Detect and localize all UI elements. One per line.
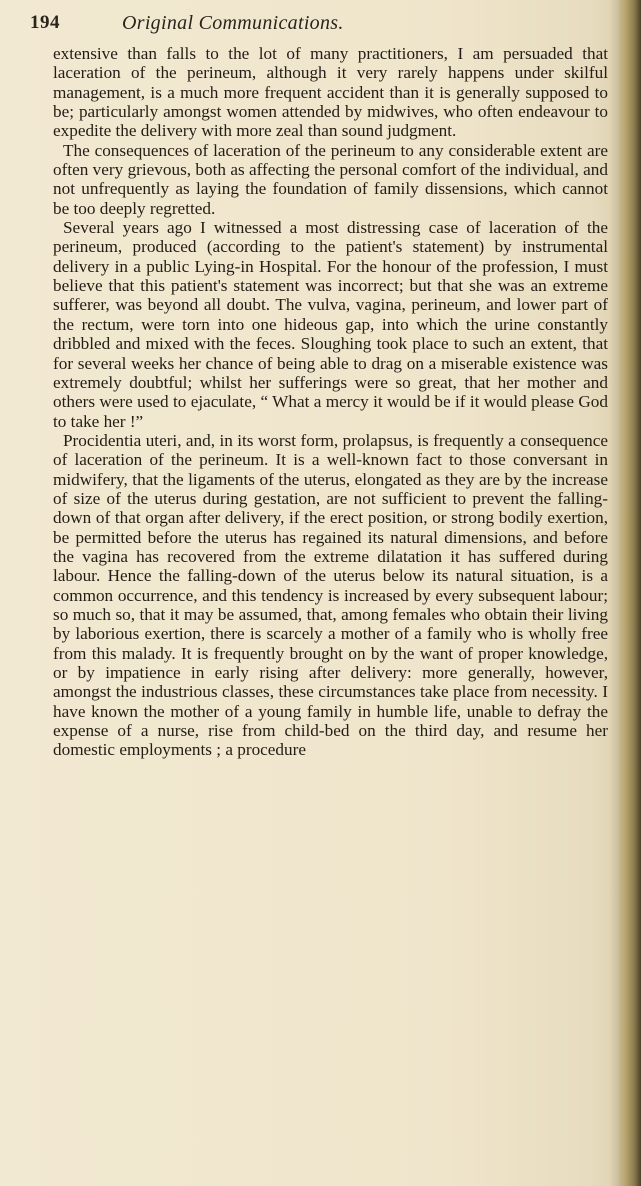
adjacent-page-edge — [619, 0, 641, 1186]
paragraph-consequences: The consequences of laceration of the perineum to any considerable extent are often very grievous, both as affecting the personal comfort of the individual, and not unfrequently as laying the foundation of family dissensions, which cannot be too deeply regretted. — [53, 140, 608, 218]
body-text — [53, 44, 608, 760]
paragraph-case-report: Several years ago I witnessed a most distressing case of laceration of the perineum, produced (according to the patient's statement) by instrumental delivery in a public Lying-in Hospital. For the honour of the profession, I must believe that this patient's statement was incorrect; but that she was an extreme sufferer, was beyond all doubt. The vulva, vagina, perineum, and lower part of the rectum, were torn into one hideous gap, into which the urine constantly dribbled and mixed with the feces. Sloughing took place to such an extent, that for several weeks her chance of being able to drag on a miserable existence was extremely doubtful; whilst her sufferings were so great, that her mother and others were used to ejaculate, “ What a mercy it would be if it would please God to take her !” — [53, 218, 608, 431]
page-number: 194 — [30, 12, 60, 33]
paragraph-procidentia: Procidentia uteri, and, in its worst form, prolapsus, is frequently a consequence of laceration of the perineum. It is a well-known fact to those conversant in midwifery, that the ligaments of the uterus, elongated as they are by the increase of size of the uterus during gestation, are not sufficient to prevent the falling-down of that organ after delivery, if the erect position, or strong bodily exertion, be permitted before the uterus has regained its natural dimensions, and before the vagina has recovered from the extreme dilatation it has suffered during labour. Hence the falling-down of the uterus below its natural situation, is a common occurrence, and this tendency is increased by every subsequent labour; so much so, that it may be assumed, that, among females who obtain their living by laborious exertion, there is scarcely a mother of a family who is wholly free from this malady. It is frequently brought on by the want of proper knowledge, or by impatience in early rising after delivery: more generally, however, amongst the industrious classes, these circumstances take place from necessity. I have known the mother of a young family in humble life, unable to defray the expense of a nurse, rise from child-bed on the third day, and resume her domestic employments ; a procedure — [53, 430, 608, 760]
running-title: Original Communications. — [122, 12, 344, 34]
paragraph-continuation: extensive than falls to the lot of many practitioners, I am persuaded that laceration of the perineum, although it very rarely happens under skilful management, is a much more frequent accident than it is generally supposed to be; particularly amongst women attended by midwives, who often endeavour to expedite the delivery with more zeal than sound judgment. — [53, 44, 608, 141]
page-header — [30, 12, 610, 38]
